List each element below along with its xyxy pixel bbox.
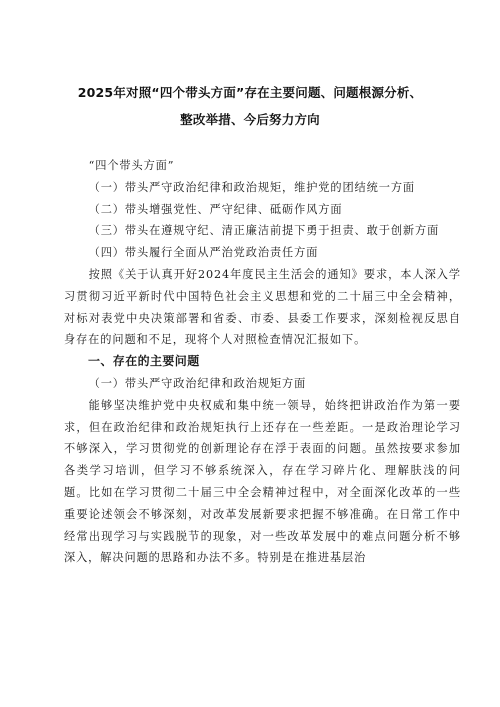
- document-title-line-1: 2025年对照“四个带头方面”存在主要问题、问题根源分析、: [77, 85, 423, 100]
- aspect-item-4: （四）带头履行全面从严治党政治责任方面: [88, 246, 319, 260]
- document-body: [64, 155, 461, 569]
- subsection-body-paragraph: 能够坚决维护党中央权威和集中统一领导，始终把讲政治作为第一要求，但在政治纪律和政治规矩执行上还存在一些差距。一是政治理论学习不够深入，学习贯彻党的创新理论存在浮于表面的问题。虽然按要求参加各类学习培训，但学习不够系统深入，存在学习碎片化、理解肤浅的问题。比如在学习贯彻二十届三中全会精神过程中，对全面深化改革的一些重要论述领会不够深刻，对改革发展新要求把握不够准确。在日常工作中经常出现学习与实践脱节的现象，对一些改革发展中的难点问题分析不够深入，解决问题的思路和办法不多。特别是在推进基层治: [64, 398, 461, 565]
- aspect-item-2: （二）带头增强党性、严守纪律、砥砺作风方面: [88, 202, 343, 216]
- aspect-item-3: （三）带头在遵规守纪、清正廉洁前提下勇于担责、敢于创新方面: [88, 224, 440, 238]
- section-heading-problems: 一、存在的主要问题: [88, 354, 200, 369]
- aspect-item-1: （一）带头严守政治纪律和政治规矩，维护党的团结统一方面: [88, 180, 415, 194]
- intro-heading: “四个带头方面”: [88, 159, 175, 172]
- subsection-heading-political-discipline: （一）带头严守政治纪律和政治规矩方面: [88, 376, 307, 390]
- preface-paragraph: 按照《关于认真开好2024年度民主生活会的通知》要求，本人深入学习贯彻习近平新时代中国特色社会主义思想和党的二十届三中全会精神，对标对表党中央决策部署和省委、市委、县委工作要求，深刻检视反思自身存在的问题和不足，现将个人对照检查情况汇报如下。: [64, 267, 461, 347]
- document-title-line-2: 整改举措、今后努力方向: [180, 112, 320, 127]
